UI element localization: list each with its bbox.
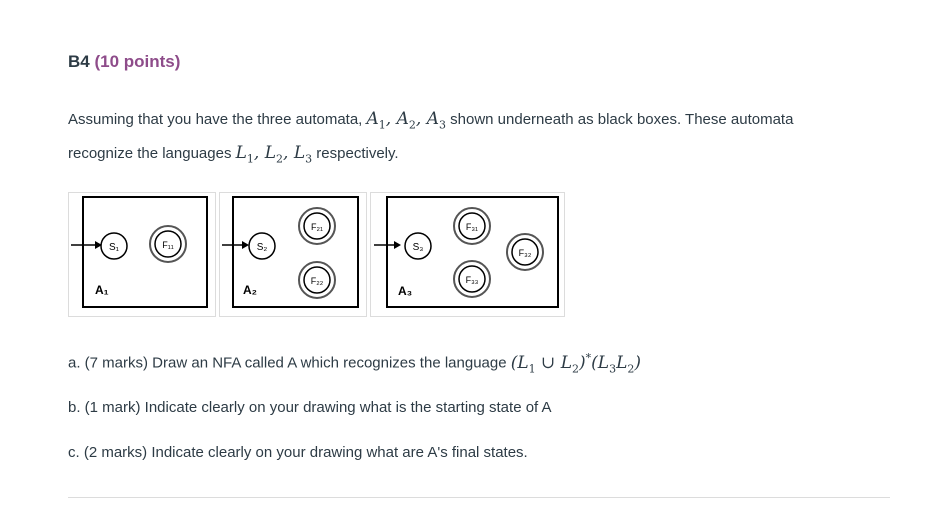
state-s2-label: S₂ (256, 242, 268, 253)
automaton-a2-figure (219, 192, 367, 317)
intro-paragraph (68, 105, 868, 174)
question-a-expression: ($L_1$ ∪ $L_2)^*(L_3L_2)$ (510, 351, 641, 376)
state-f22-label: F₂₂ (310, 276, 324, 286)
state-f33-label: F₃₃ (465, 275, 479, 285)
state-s1-label: S₁ (108, 242, 120, 253)
language-names: $L_1$, $L_2$, $L_3$ (235, 143, 313, 166)
state-f11-label: F₁₁ (162, 240, 174, 250)
question-b: b. (1 mark) Indicate clearly on your drawing what is the starting state of A (68, 399, 552, 416)
state-f21-label: F₂₁ (310, 222, 324, 232)
state-f32-label: F₃₂ (518, 248, 532, 258)
automaton-a1-label: A₁ (95, 283, 109, 297)
question-c: c. (2 marks) Indicate clearly on your drawing what are A's final states. (68, 444, 528, 461)
section-divider (68, 497, 890, 498)
state-s3-label: S₃ (412, 242, 424, 253)
question-heading (68, 52, 180, 72)
question-a-text: a. (7 marks) Draw an NFA called A which recognizes the language (68, 354, 511, 372)
question-points: (10 points) (94, 52, 181, 71)
question-a (68, 351, 641, 375)
state-f31-label: F₃₁ (465, 222, 479, 232)
automaton-a3-figure (370, 192, 565, 317)
question-number: B4 (68, 52, 90, 71)
intro-text-1: Assuming that you have the three automata, (68, 111, 367, 128)
automata-names: $A_1$, $A_2$, $A_3$ (366, 109, 446, 132)
automaton-a1-figure (68, 192, 216, 317)
intro-text-4: respectively. (312, 145, 399, 163)
automaton-a3-label: A₃ (398, 284, 413, 298)
intro-text-2: shown underneath as black boxes. These automata (445, 111, 794, 128)
automaton-a2-label: A₂ (243, 283, 257, 297)
intro-text-3: recognize the languages (68, 145, 236, 163)
